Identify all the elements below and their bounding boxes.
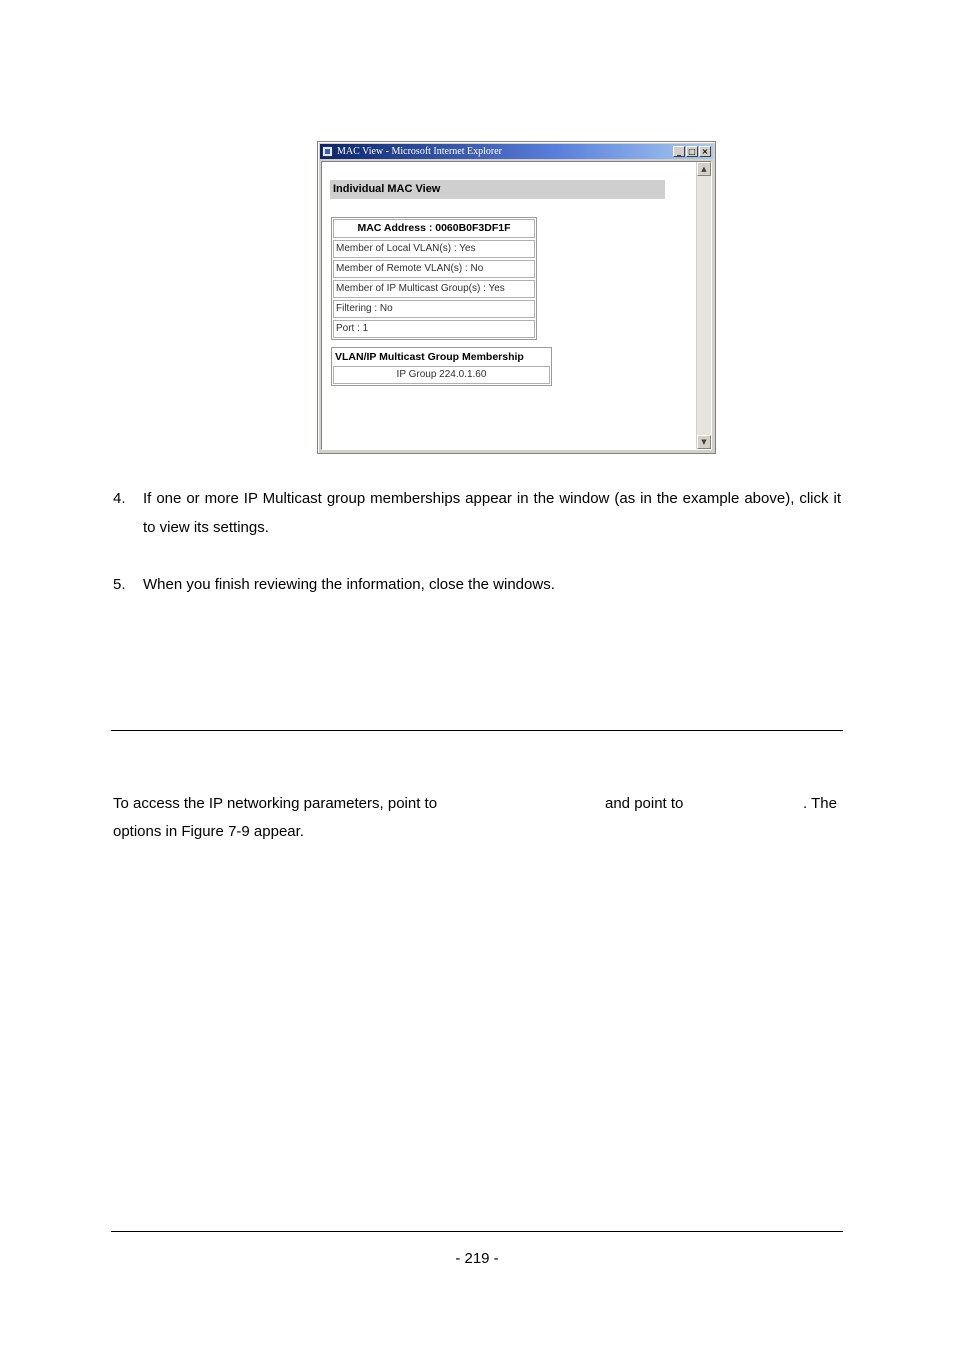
- mac-row-remote-vlan: Member of Remote VLAN(s) : No: [333, 260, 535, 278]
- ip-group-link[interactable]: IP Group 224.0.1.60: [333, 366, 550, 384]
- step-text: When you finish reviewing the information, close the windows.: [143, 576, 555, 593]
- vertical-scrollbar[interactable]: [696, 162, 711, 449]
- window-content: [321, 161, 712, 450]
- mac-row-filtering: Filtering : No: [333, 300, 535, 318]
- heading-text: Individual MAC View: [333, 183, 441, 195]
- step-5: [113, 570, 841, 599]
- mac-row-ip-multicast: Member of IP Multicast Group(s) : Yes: [333, 280, 535, 298]
- section-divider: [111, 730, 843, 731]
- paragraph-segment-3: . The: [803, 795, 837, 812]
- mac-row-port: Port : 1: [333, 320, 535, 338]
- mac-address-header: MAC Address : 0060B0F3DF1F: [333, 219, 535, 238]
- mac-address-table: [331, 217, 537, 340]
- internet-explorer-icon: [322, 146, 333, 157]
- page-number: - 219 -: [455, 1250, 499, 1267]
- mac-row-local-vlan: Member of Local VLAN(s) : Yes: [333, 240, 535, 258]
- step-4: [113, 484, 841, 542]
- step-number: 4.: [113, 490, 126, 507]
- footer-divider: [111, 1231, 843, 1232]
- scroll-down-arrow-icon[interactable]: ▼: [697, 435, 711, 449]
- mac-view-window: [317, 141, 716, 454]
- paragraph-segment-1: To access the IP networking parameters, point to: [113, 795, 438, 812]
- paragraph-segment-2: and point to: [605, 795, 684, 812]
- individual-mac-view-heading: [330, 180, 665, 199]
- step-text: If one or more IP Multicast group memberships appear in the window (as in the example above), click it to view its settings.: [143, 490, 841, 536]
- minimize-button[interactable]: _: [673, 146, 685, 157]
- scroll-up-arrow-icon[interactable]: ▲: [697, 162, 711, 176]
- group-membership-header: VLAN/IP Multicast Group Membership: [335, 351, 524, 363]
- step-number: 5.: [113, 576, 126, 593]
- window-titlebar: [320, 144, 713, 159]
- window-title: MAC View - Microsoft Internet Explorer: [337, 146, 503, 157]
- close-button[interactable]: ×: [699, 146, 711, 157]
- paragraph-line-2: options in Figure 7-9 appear.: [113, 823, 304, 840]
- maximize-button[interactable]: □: [686, 146, 698, 157]
- group-membership-table: [331, 347, 552, 386]
